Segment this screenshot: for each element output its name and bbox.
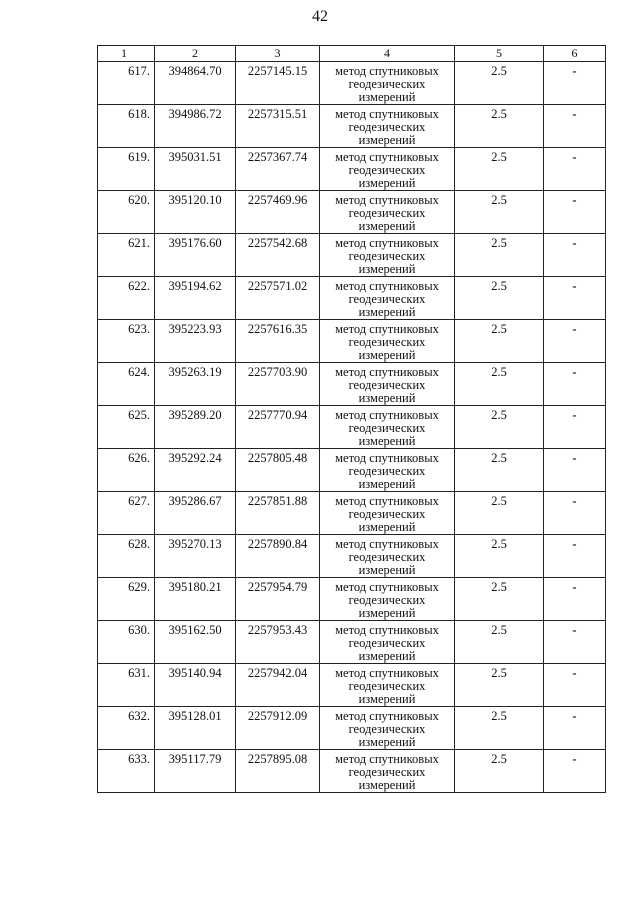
method-text: метод спутниковых геодезических измерений [335, 365, 439, 405]
note-text: - [572, 279, 577, 293]
coordinate-x-text: 395162.50 [168, 623, 222, 637]
method-text: метод спутниковых геодезических измерений [335, 752, 439, 792]
point-number-text: 629. [128, 580, 150, 594]
cell-coordinate-y [236, 406, 320, 449]
cell-coordinate-x [155, 492, 236, 535]
cell-coordinate-y [236, 191, 320, 234]
coordinate-y-text: 2257367.74 [247, 150, 308, 164]
cell-coordinate-y [236, 449, 320, 492]
point-number-text: 624. [128, 365, 150, 379]
point-number-text: 633. [128, 752, 150, 766]
column-header-3: 3 [236, 46, 320, 62]
point-number-text: 623. [128, 322, 150, 336]
coordinate-x-text: 394986.72 [168, 107, 222, 121]
coordinate-y-text: 2257912.09 [247, 709, 308, 723]
cell-point-number [98, 105, 155, 148]
point-number-text: 627. [128, 494, 150, 508]
coordinate-y-text: 2257145.15 [247, 64, 308, 78]
table-row [98, 105, 606, 148]
note-text: - [572, 365, 577, 379]
table-row [98, 234, 606, 277]
cell-accuracy [455, 750, 544, 793]
cell-coordinate-x [155, 234, 236, 277]
column-header-5: 5 [455, 46, 544, 62]
note-text: - [572, 494, 577, 508]
cell-method [320, 191, 455, 234]
cell-method [320, 148, 455, 191]
cell-coordinate-y [236, 148, 320, 191]
cell-note [544, 277, 606, 320]
coordinate-y-text: 2257942.04 [247, 666, 308, 680]
table-row [98, 664, 606, 707]
accuracy-text: 2.5 [491, 322, 507, 336]
note-text: - [572, 408, 577, 422]
table-row [98, 578, 606, 621]
coordinate-y-text: 2257805.48 [247, 451, 308, 465]
cell-accuracy [455, 406, 544, 449]
cell-point-number [98, 750, 155, 793]
point-number-text: 626. [128, 451, 150, 465]
accuracy-text: 2.5 [491, 709, 507, 723]
cell-coordinate-x [155, 621, 236, 664]
cell-coordinate-x [155, 707, 236, 750]
cell-point-number [98, 406, 155, 449]
cell-coordinate-y [236, 105, 320, 148]
cell-coordinate-y [236, 664, 320, 707]
point-number-text: 622. [128, 279, 150, 293]
coordinate-y-text: 2257542.68 [247, 236, 308, 250]
cell-note [544, 621, 606, 664]
cell-coordinate-y [236, 492, 320, 535]
point-number-text: 621. [128, 236, 150, 250]
cell-coordinate-x [155, 62, 236, 105]
coordinate-y-text: 2257616.35 [247, 322, 308, 336]
column-header-4: 4 [320, 46, 455, 62]
table-body [98, 62, 606, 793]
cell-point-number [98, 449, 155, 492]
cell-note [544, 148, 606, 191]
cell-method [320, 578, 455, 621]
table-row [98, 492, 606, 535]
point-number-text: 619. [128, 150, 150, 164]
method-text: метод спутниковых геодезических измерений [335, 494, 439, 534]
note-text: - [572, 193, 577, 207]
cell-coordinate-y [236, 578, 320, 621]
cell-coordinate-y [236, 234, 320, 277]
coordinate-y-text: 2257895.08 [247, 752, 308, 766]
cell-point-number [98, 578, 155, 621]
coordinate-x-text: 395292.24 [168, 451, 222, 465]
accuracy-text: 2.5 [491, 666, 507, 680]
method-text: метод спутниковых геодезических измерений [335, 537, 439, 577]
method-text: метод спутниковых геодезических измерений [335, 666, 439, 706]
cell-point-number [98, 363, 155, 406]
cell-coordinate-x [155, 449, 236, 492]
cell-point-number [98, 664, 155, 707]
cell-method [320, 535, 455, 578]
table-row [98, 191, 606, 234]
method-text: метод спутниковых геодезических измерений [335, 623, 439, 663]
coordinate-x-text: 395263.19 [168, 365, 222, 379]
accuracy-text: 2.5 [491, 64, 507, 78]
cell-point-number [98, 234, 155, 277]
method-text: метод спутниковых геодезических измерений [335, 709, 439, 749]
cell-coordinate-y [236, 707, 320, 750]
cell-point-number [98, 492, 155, 535]
cell-point-number [98, 277, 155, 320]
coordinate-x-text: 395286.67 [168, 494, 222, 508]
cell-note [544, 449, 606, 492]
note-text: - [572, 580, 577, 594]
coordinate-y-text: 2257703.90 [247, 365, 308, 379]
cell-accuracy [455, 363, 544, 406]
cell-accuracy [455, 535, 544, 578]
cell-accuracy [455, 320, 544, 363]
note-text: - [572, 666, 577, 680]
cell-accuracy [455, 62, 544, 105]
cell-note [544, 535, 606, 578]
cell-point-number [98, 62, 155, 105]
note-text: - [572, 752, 577, 766]
page-number: 42 [312, 8, 328, 25]
table-row [98, 363, 606, 406]
cell-method [320, 750, 455, 793]
cell-method [320, 62, 455, 105]
cell-note [544, 707, 606, 750]
accuracy-text: 2.5 [491, 365, 507, 379]
cell-coordinate-y [236, 621, 320, 664]
cell-point-number [98, 535, 155, 578]
coordinate-y-text: 2257770.94 [247, 408, 308, 422]
cell-method [320, 277, 455, 320]
coordinate-x-text: 395117.79 [168, 752, 222, 766]
accuracy-text: 2.5 [491, 408, 507, 422]
coordinate-y-text: 2257315.51 [247, 107, 308, 121]
cell-accuracy [455, 234, 544, 277]
coordinate-y-text: 2257851.88 [247, 494, 308, 508]
cell-note [544, 363, 606, 406]
method-text: метод спутниковых геодезических измерений [335, 107, 439, 147]
cell-method [320, 105, 455, 148]
coordinate-x-text: 395120.10 [168, 193, 222, 207]
cell-accuracy [455, 621, 544, 664]
cell-coordinate-x [155, 363, 236, 406]
cell-note [544, 234, 606, 277]
cell-coordinate-x [155, 406, 236, 449]
coordinate-y-text: 2257571.02 [247, 279, 308, 293]
point-number-text: 625. [128, 408, 150, 422]
cell-coordinate-y [236, 363, 320, 406]
cell-coordinate-y [236, 277, 320, 320]
cell-coordinate-x [155, 148, 236, 191]
column-header-1: 1 [98, 46, 155, 62]
coordinates-table [97, 45, 606, 793]
cell-coordinate-y [236, 62, 320, 105]
cell-accuracy [455, 707, 544, 750]
note-text: - [572, 623, 577, 637]
cell-note [544, 578, 606, 621]
table-row [98, 148, 606, 191]
table-row [98, 621, 606, 664]
note-text: - [572, 150, 577, 164]
cell-method [320, 363, 455, 406]
cell-note [544, 750, 606, 793]
coordinate-x-text: 395140.94 [168, 666, 222, 680]
accuracy-text: 2.5 [491, 623, 507, 637]
cell-coordinate-x [155, 664, 236, 707]
accuracy-text: 2.5 [491, 537, 507, 551]
cell-method [320, 621, 455, 664]
table-row [98, 750, 606, 793]
cell-method [320, 449, 455, 492]
coordinate-x-text: 395289.20 [168, 408, 222, 422]
cell-accuracy [455, 105, 544, 148]
coordinate-y-text: 2257954.79 [247, 580, 308, 594]
table-row [98, 707, 606, 750]
cell-note [544, 492, 606, 535]
coordinate-x-text: 395128.01 [168, 709, 222, 723]
cell-point-number [98, 621, 155, 664]
cell-point-number [98, 320, 155, 363]
cell-method [320, 664, 455, 707]
method-text: метод спутниковых геодезических измерений [335, 279, 439, 319]
point-number-text: 620. [128, 193, 150, 207]
cell-coordinate-x [155, 191, 236, 234]
cell-accuracy [455, 148, 544, 191]
point-number-text: 618. [128, 107, 150, 121]
cell-coordinate-x [155, 320, 236, 363]
cell-method [320, 406, 455, 449]
accuracy-text: 2.5 [491, 193, 507, 207]
method-text: метод спутниковых геодезических измерений [335, 150, 439, 190]
method-text: метод спутниковых геодезических измерений [335, 451, 439, 491]
coordinate-y-text: 2257890.84 [247, 537, 308, 551]
table-row [98, 535, 606, 578]
note-text: - [572, 107, 577, 121]
cell-accuracy [455, 664, 544, 707]
method-text: метод спутниковых геодезических измерений [335, 236, 439, 276]
accuracy-text: 2.5 [491, 107, 507, 121]
coordinate-y-text: 2257953.43 [247, 623, 308, 637]
cell-method [320, 492, 455, 535]
cell-point-number [98, 707, 155, 750]
cell-coordinate-y [236, 750, 320, 793]
cell-note [544, 105, 606, 148]
cell-coordinate-x [155, 578, 236, 621]
cell-point-number [98, 191, 155, 234]
column-header-2: 2 [155, 46, 236, 62]
table-row [98, 320, 606, 363]
cell-coordinate-y [236, 535, 320, 578]
coordinate-x-text: 395176.60 [168, 236, 222, 250]
accuracy-text: 2.5 [491, 451, 507, 465]
coordinate-x-text: 395194.62 [168, 279, 222, 293]
point-number-text: 617. [128, 64, 150, 78]
note-text: - [572, 64, 577, 78]
table-row [98, 277, 606, 320]
method-text: метод спутниковых геодезических измерений [335, 64, 439, 104]
cell-coordinate-x [155, 750, 236, 793]
cell-method [320, 707, 455, 750]
column-header-6: 6 [544, 46, 606, 62]
cell-accuracy [455, 449, 544, 492]
table-row [98, 449, 606, 492]
coordinate-x-text: 395270.13 [168, 537, 222, 551]
note-text: - [572, 451, 577, 465]
method-text: метод спутниковых геодезических измерений [335, 193, 439, 233]
cell-note [544, 320, 606, 363]
coordinate-x-text: 394864.70 [168, 64, 222, 78]
cell-coordinate-x [155, 535, 236, 578]
cell-accuracy [455, 578, 544, 621]
point-number-text: 628. [128, 537, 150, 551]
cell-note [544, 62, 606, 105]
coordinate-y-text: 2257469.96 [247, 193, 308, 207]
point-number-text: 631. [128, 666, 150, 680]
method-text: метод спутниковых геодезических измерений [335, 580, 439, 620]
cell-method [320, 320, 455, 363]
table-header-row [98, 46, 606, 62]
cell-coordinate-x [155, 105, 236, 148]
accuracy-text: 2.5 [491, 752, 507, 766]
point-number-text: 632. [128, 709, 150, 723]
cell-coordinate-y [236, 320, 320, 363]
note-text: - [572, 709, 577, 723]
cell-accuracy [455, 492, 544, 535]
cell-point-number [98, 148, 155, 191]
accuracy-text: 2.5 [491, 580, 507, 594]
table-row [98, 406, 606, 449]
method-text: метод спутниковых геодезических измерений [335, 322, 439, 362]
coordinate-x-text: 395180.21 [168, 580, 222, 594]
table-row [98, 62, 606, 105]
accuracy-text: 2.5 [491, 150, 507, 164]
coordinate-x-text: 395031.51 [168, 150, 222, 164]
note-text: - [572, 537, 577, 551]
accuracy-text: 2.5 [491, 279, 507, 293]
cell-accuracy [455, 191, 544, 234]
accuracy-text: 2.5 [491, 494, 507, 508]
note-text: - [572, 236, 577, 250]
note-text: - [572, 322, 577, 336]
cell-method [320, 234, 455, 277]
coordinate-x-text: 395223.93 [168, 322, 222, 336]
cell-note [544, 406, 606, 449]
method-text: метод спутниковых геодезических измерений [335, 408, 439, 448]
point-number-text: 630. [128, 623, 150, 637]
accuracy-text: 2.5 [491, 236, 507, 250]
cell-accuracy [455, 277, 544, 320]
cell-note [544, 191, 606, 234]
cell-note [544, 664, 606, 707]
cell-coordinate-x [155, 277, 236, 320]
